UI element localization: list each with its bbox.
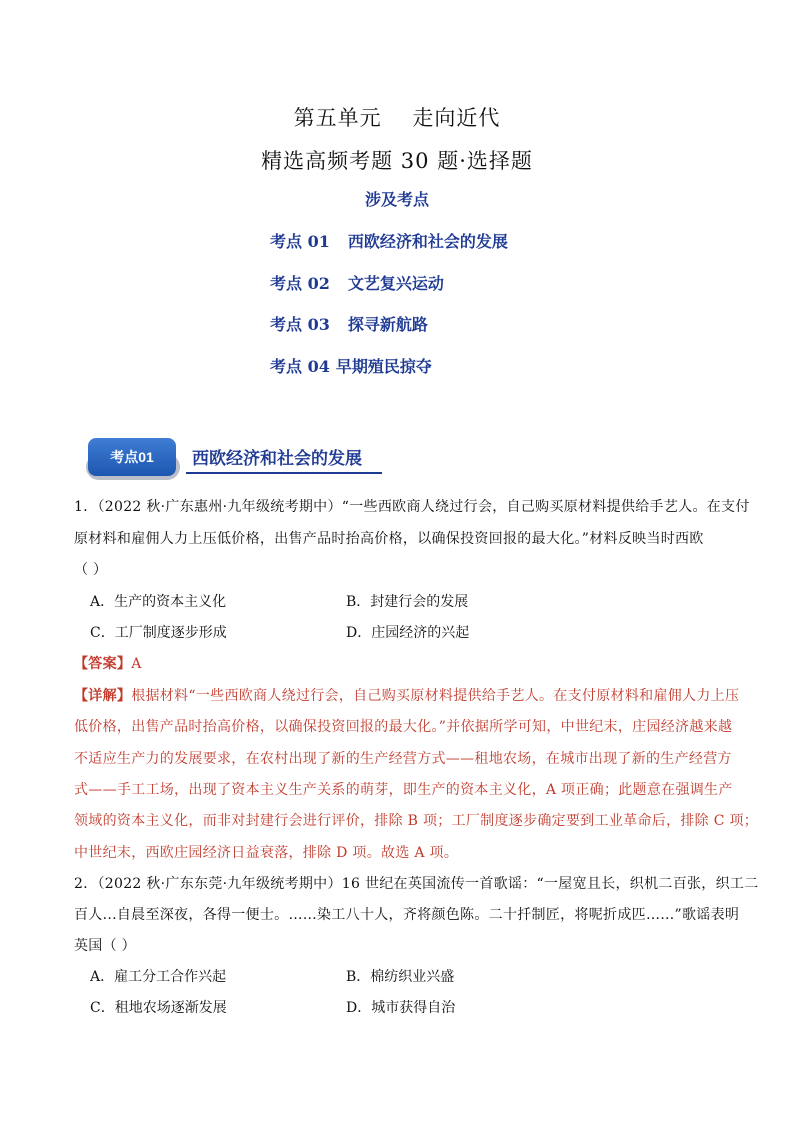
q1-option-c: C．工厂制度逐步形成 (90, 625, 227, 641)
q1-option-b: B．封建行会的发展 (346, 594, 469, 610)
q1-stem-line-1: 1．（2022 秋·广东惠州·九年级统考期中）“一些西欧商人绕过行会，自己购买原材料提供给手艺人。在支付 (74, 499, 750, 515)
q2-stem-line-1: 2．（2022 秋·广东东莞·九年级统考期中）16 世纪在英国流传一首歌谣：“一屋宽且长，织机二百张，织工二 (74, 876, 759, 892)
q2-option-c: C．租地农场逐渐发展 (90, 1000, 227, 1016)
q1-stem-line-2: 原材料和雇佣人力上压低价格，出售产品时抬高价格，以确保投资回报的最大化。”材料反映当时西欧 (74, 531, 704, 547)
unit-title: 第五单元 走向近代 (293, 106, 501, 130)
q1-detail-line-2: 低价格，出售产品时抬高价格，以确保投资回报的最大化。”并依据所学可知，中世纪末，庄园经济越来越 (74, 719, 733, 735)
exam-point-code: 考点 03 (270, 315, 330, 334)
section-badge: 考点01 (88, 438, 176, 476)
exam-point-name: 西欧经济和社会的发展 (347, 232, 508, 251)
detail-text: 根据材料“一些西欧商人绕过行会，自己购买原材料提供给手艺人。在支付原材料和雇佣人力上压 (131, 688, 740, 704)
q2-stem-line-3: 英国（ ） (74, 938, 136, 954)
exam-point-code: 考点 04 (270, 357, 330, 376)
q1-answer (74, 653, 142, 673)
q1-stem-line-3: （ ） (74, 562, 108, 578)
exam-point-name: 探寻新航路 (347, 315, 428, 334)
exam-point-code: 考点 01 (270, 232, 330, 251)
q1-detail-line-1 (74, 685, 739, 705)
q1-detail-line-6: 中世纪末，西欧庄园经济日益衰落，排除 D 项。故选 A 项。 (74, 845, 459, 861)
q1-detail-line-5: 领域的资本主义化，而非对封建行会进行评价，排除 B 项；工厂制度逐步确定要到工业革命后，排除 C 项； (74, 813, 759, 829)
paper-subtitle: 精选高频考题 30 题·选择题 (261, 149, 533, 173)
q2-option-a: A．雇工分工合作兴起 (90, 969, 227, 985)
q1-detail-line-4: 式——手工工场，出现了资本主义生产关系的萌芽，即生产的资本主义化，A 项正确；此题意在强调生产 (74, 782, 733, 798)
q1-detail-line-3: 不适应生产力的发展要求，在农村出现了新的生产经营方式——租地农场，在城市出现了新的生产经营方 (74, 751, 732, 767)
answer-value: A (131, 656, 142, 672)
q1-option-a: A．生产的资本主义化 (90, 594, 227, 610)
q1-option-d: D．庄园经济的兴起 (346, 625, 470, 641)
exam-point-name: 文艺复兴运动 (347, 274, 444, 293)
section-title: 西欧经济和社会的发展 (192, 449, 362, 469)
exam-point-name: 早期殖民掠夺 (335, 357, 432, 376)
section-header (82, 434, 382, 482)
exam-point-3 (270, 312, 428, 335)
exam-point-2 (270, 271, 444, 294)
q2-option-b: B．棉纺织业兴盛 (346, 969, 455, 985)
exam-point-code: 考点 02 (270, 274, 330, 293)
detail-tag: 【详解】 (74, 688, 132, 704)
exam-point-4 (270, 354, 432, 377)
q2-stem-line-2: 百人...自晨至深夜，各得一便士。……染工八十人，齐将颜色陈。二十扦制匠，将呢折成匹……”歌谣表明 (74, 907, 740, 923)
answer-tag: 【答案】 (74, 656, 132, 672)
exam-point-1 (270, 229, 508, 252)
points-heading: 涉及考点 (364, 190, 429, 209)
section-underline (186, 472, 382, 474)
q2-option-d: D．城市获得自治 (346, 1000, 456, 1016)
